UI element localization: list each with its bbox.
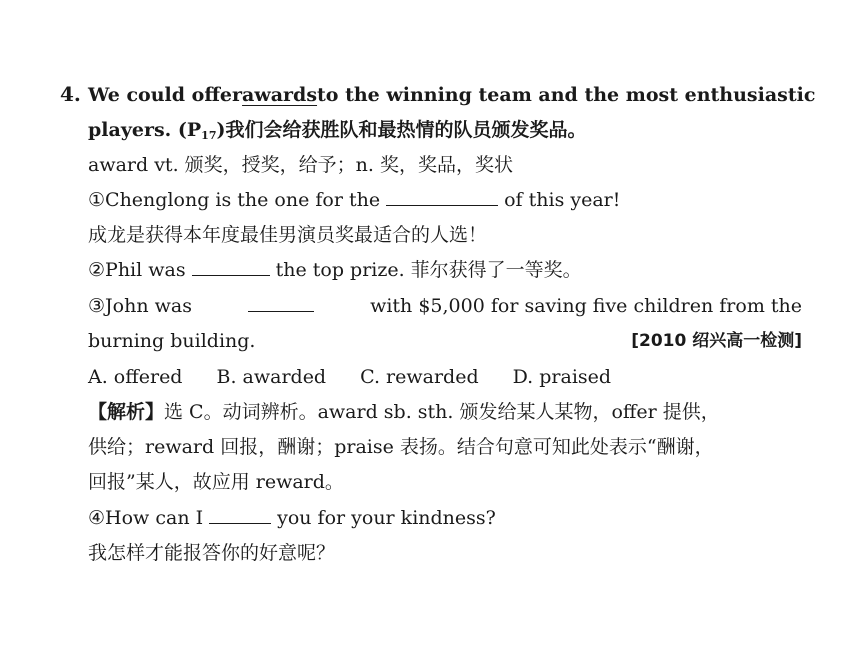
sentence-part2: to the winning team and the most enthusiastic [317,84,816,106]
answer-options [88,364,802,390]
page-ref: $(P_{17})$ [177,119,226,142]
example-4-translation: 我怎样才能报答你的好意呢？ [88,542,336,564]
answer-blank [386,187,498,206]
source-tag: [2010 绍兴高一检测] [631,331,802,351]
sentence-line-2 [88,117,802,149]
analysis-line-2: 供给；reward 回报，酬谢；praise 表扬。结合句意可知此处表示“酬谢， [88,436,714,458]
option-d: D. praised [512,366,612,388]
answer-blank [192,257,270,276]
sentence-line2-en: players. [88,119,172,141]
option-a: A. offered [88,366,183,388]
option-c: C. rewarded [360,366,479,388]
example-3-line-2: burning building. [2010 绍兴高一检测] [88,330,802,352]
question-number: 4. [60,82,81,106]
key-word: awards [242,84,318,106]
analysis-line-3: 回报”某人，故应用 reward。 [88,471,344,493]
example-4: ④How can I you for your kindness? [88,507,496,529]
answer-blank [248,293,314,312]
example-3-line-1: ③John was with $5,000 for saving five children from the [88,295,802,317]
example-2: ②Phil was the top prize. 菲尔获得了一等奖。 [88,259,582,281]
analysis-line-1: 【解析】选 C。动词辨析。award sb. sth. 颁发给某人某物，offer 提供， [88,401,720,423]
example-1-translation: 成龙是获得本年度最佳男演员奖最适合的人选！ [88,224,488,246]
option-b: B. awarded [216,366,327,388]
answer-blank [209,505,271,524]
sentence-line-1 [88,82,816,108]
example-1: ①Chenglong is the one for the of this year! [88,189,621,211]
analysis-tag: 【解析】 [88,401,165,423]
definition: award vt. 颁奖，授奖，给予；n. 奖，奖品，奖状 [88,154,513,176]
sentence-part1: We could offer [88,84,243,106]
sentence-translation: 我们会给获胜队和最热情的队员颁发奖品。 [225,119,587,141]
